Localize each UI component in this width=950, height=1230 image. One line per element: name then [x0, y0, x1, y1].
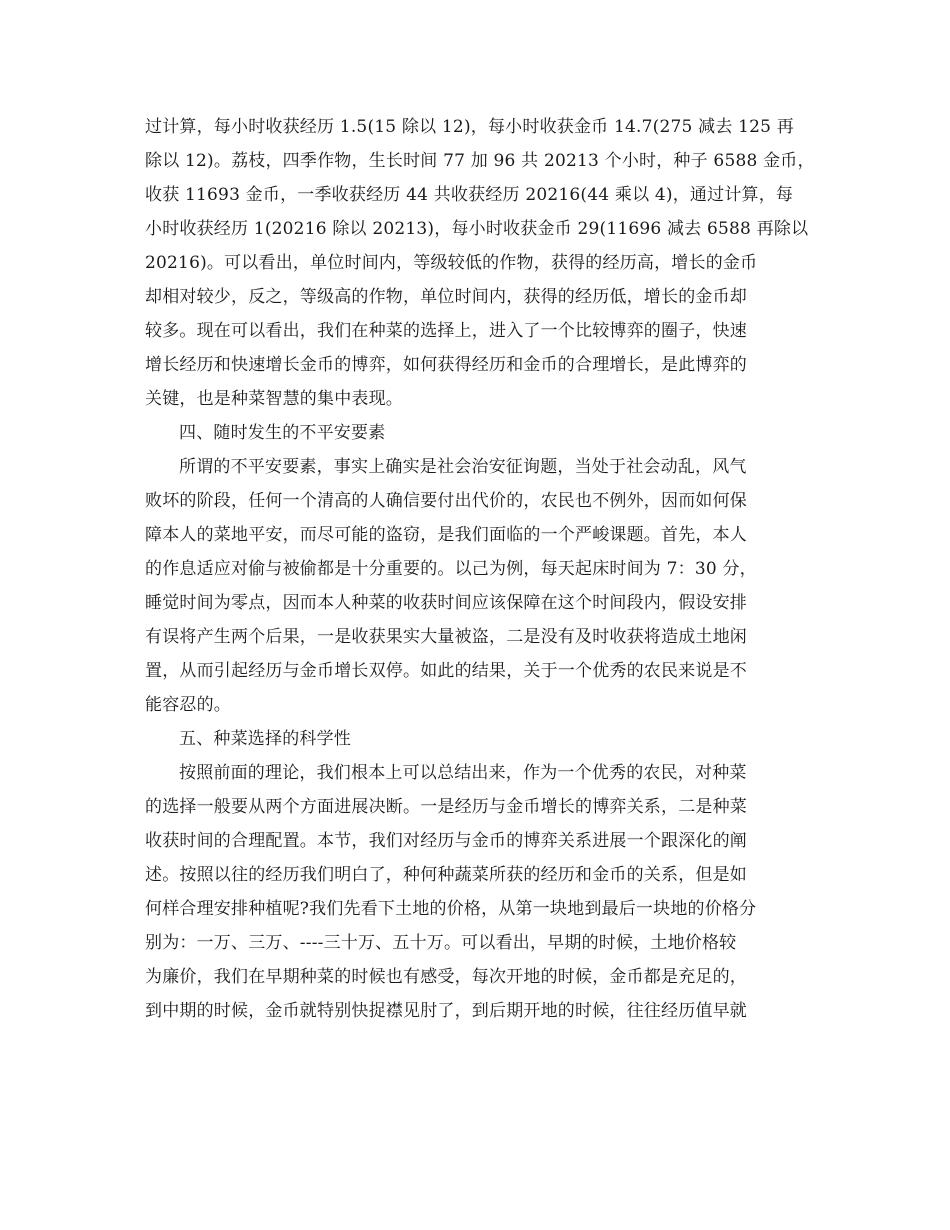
text-line: 的选择一般要从两个方面进展决断。一是经历与金币增长的博弈关系，二是种菜: [145, 797, 747, 817]
paragraph-2: [145, 450, 805, 722]
text-line: 收获 11693 金币，一季收获经历 44 共收获经历 20216(44 乘以 4)，通过计算，每: [145, 185, 794, 205]
text-line: 却相对较少，反之，等级高的作物，单位时间内，获得的经历低，增长的金币却: [145, 287, 747, 307]
text-line: 有误将产生两个后果，一是收获果实大量被盗，二是没有及时收获将造成土地闲: [145, 627, 747, 647]
paragraph-3: [145, 756, 805, 1028]
text-line: 置，从而引起经历与金币增长双停。如此的结果，关于一个优秀的农民来说是不: [145, 661, 747, 681]
text-line: 别为：一万、三万、----三十万、五十万。可以看出，早期的时候，土地价格较: [145, 933, 737, 953]
text-line: 较多。现在可以看出，我们在种菜的选择上，进入了一个比较博弈的圈子，快速: [145, 321, 747, 341]
text-line: 所谓的不平安要素，事实上确实是社会治安征询题，当处于社会动乱，风气: [179, 457, 747, 477]
document-page: [145, 110, 815, 1028]
text-line: 增长经历和快速增长金币的博弈，如何获得经历和金币的合理增长，是此博弈的: [145, 355, 747, 375]
text-line: 到中期的时候，金币就特别快捉襟见肘了，到后期开地的时候，往往经历值早就: [145, 1001, 747, 1021]
section-heading-5: 五、种菜选择的科学性: [179, 729, 351, 749]
text-line: 过计算，每小时收获经历 1.5(15 除以 12)，每小时收获金币 14.7(275 减去 125 再: [145, 117, 794, 137]
text-line: 败坏的阶段，任何一个清高的人确信要付出代价的，农民也不例外，因而如何保: [145, 491, 747, 511]
text-line: 按照前面的理论，我们根本上可以总结出来，作为一个优秀的农民，对种菜: [179, 763, 747, 783]
text-line: 收获时间的合理配置。本节，我们对经历与金币的博弈关系进展一个跟深化的阐: [145, 831, 747, 851]
text-line: 除以 12)。荔枝，四季作物，生长时间 77 加 96 共 20213 个小时，种子 6588 金币，: [145, 151, 815, 171]
text-line: 障本人的菜地平安，而尽可能的盗窃，是我们面临的一个严峻课题。首先，本人: [145, 525, 747, 545]
text-line: 为廉价，我们在早期种菜的时候也有感受，每次开地的时候，金币都是充足的，: [145, 967, 747, 987]
text-line: 20216)。可以看出，单位时间内，等级较低的作物，获得的经历高，增长的金币: [145, 253, 758, 273]
paragraph-1: [145, 110, 815, 416]
section-heading-4: 四、随时发生的不平安要素: [179, 423, 386, 443]
text-line: 睡觉时间为零点，因而本人种菜的收获时间应该保障在这个时间段内，假设安排: [145, 593, 747, 613]
text-line: 关键，也是种菜智慧的集中表现。: [145, 389, 403, 409]
text-line: 小时收获经历 1(20216 除以 20213)，每小时收获金币 29(11696 减去 6588 再除以: [145, 219, 809, 239]
text-line: 何样合理安排种植呢?我们先看下土地的价格，从第一块地到最后一块地的价格分: [145, 899, 757, 919]
text-line: 的作息适应对偷与被偷都是十分重要的。以己为例，每天起床时间为 7：30 分，: [145, 559, 757, 579]
text-line: 述。按照以往的经历我们明白了，种何种蔬菜所获的经历和金币的关系，但是如: [145, 865, 747, 885]
text-line: 能容忍的。: [145, 695, 231, 715]
